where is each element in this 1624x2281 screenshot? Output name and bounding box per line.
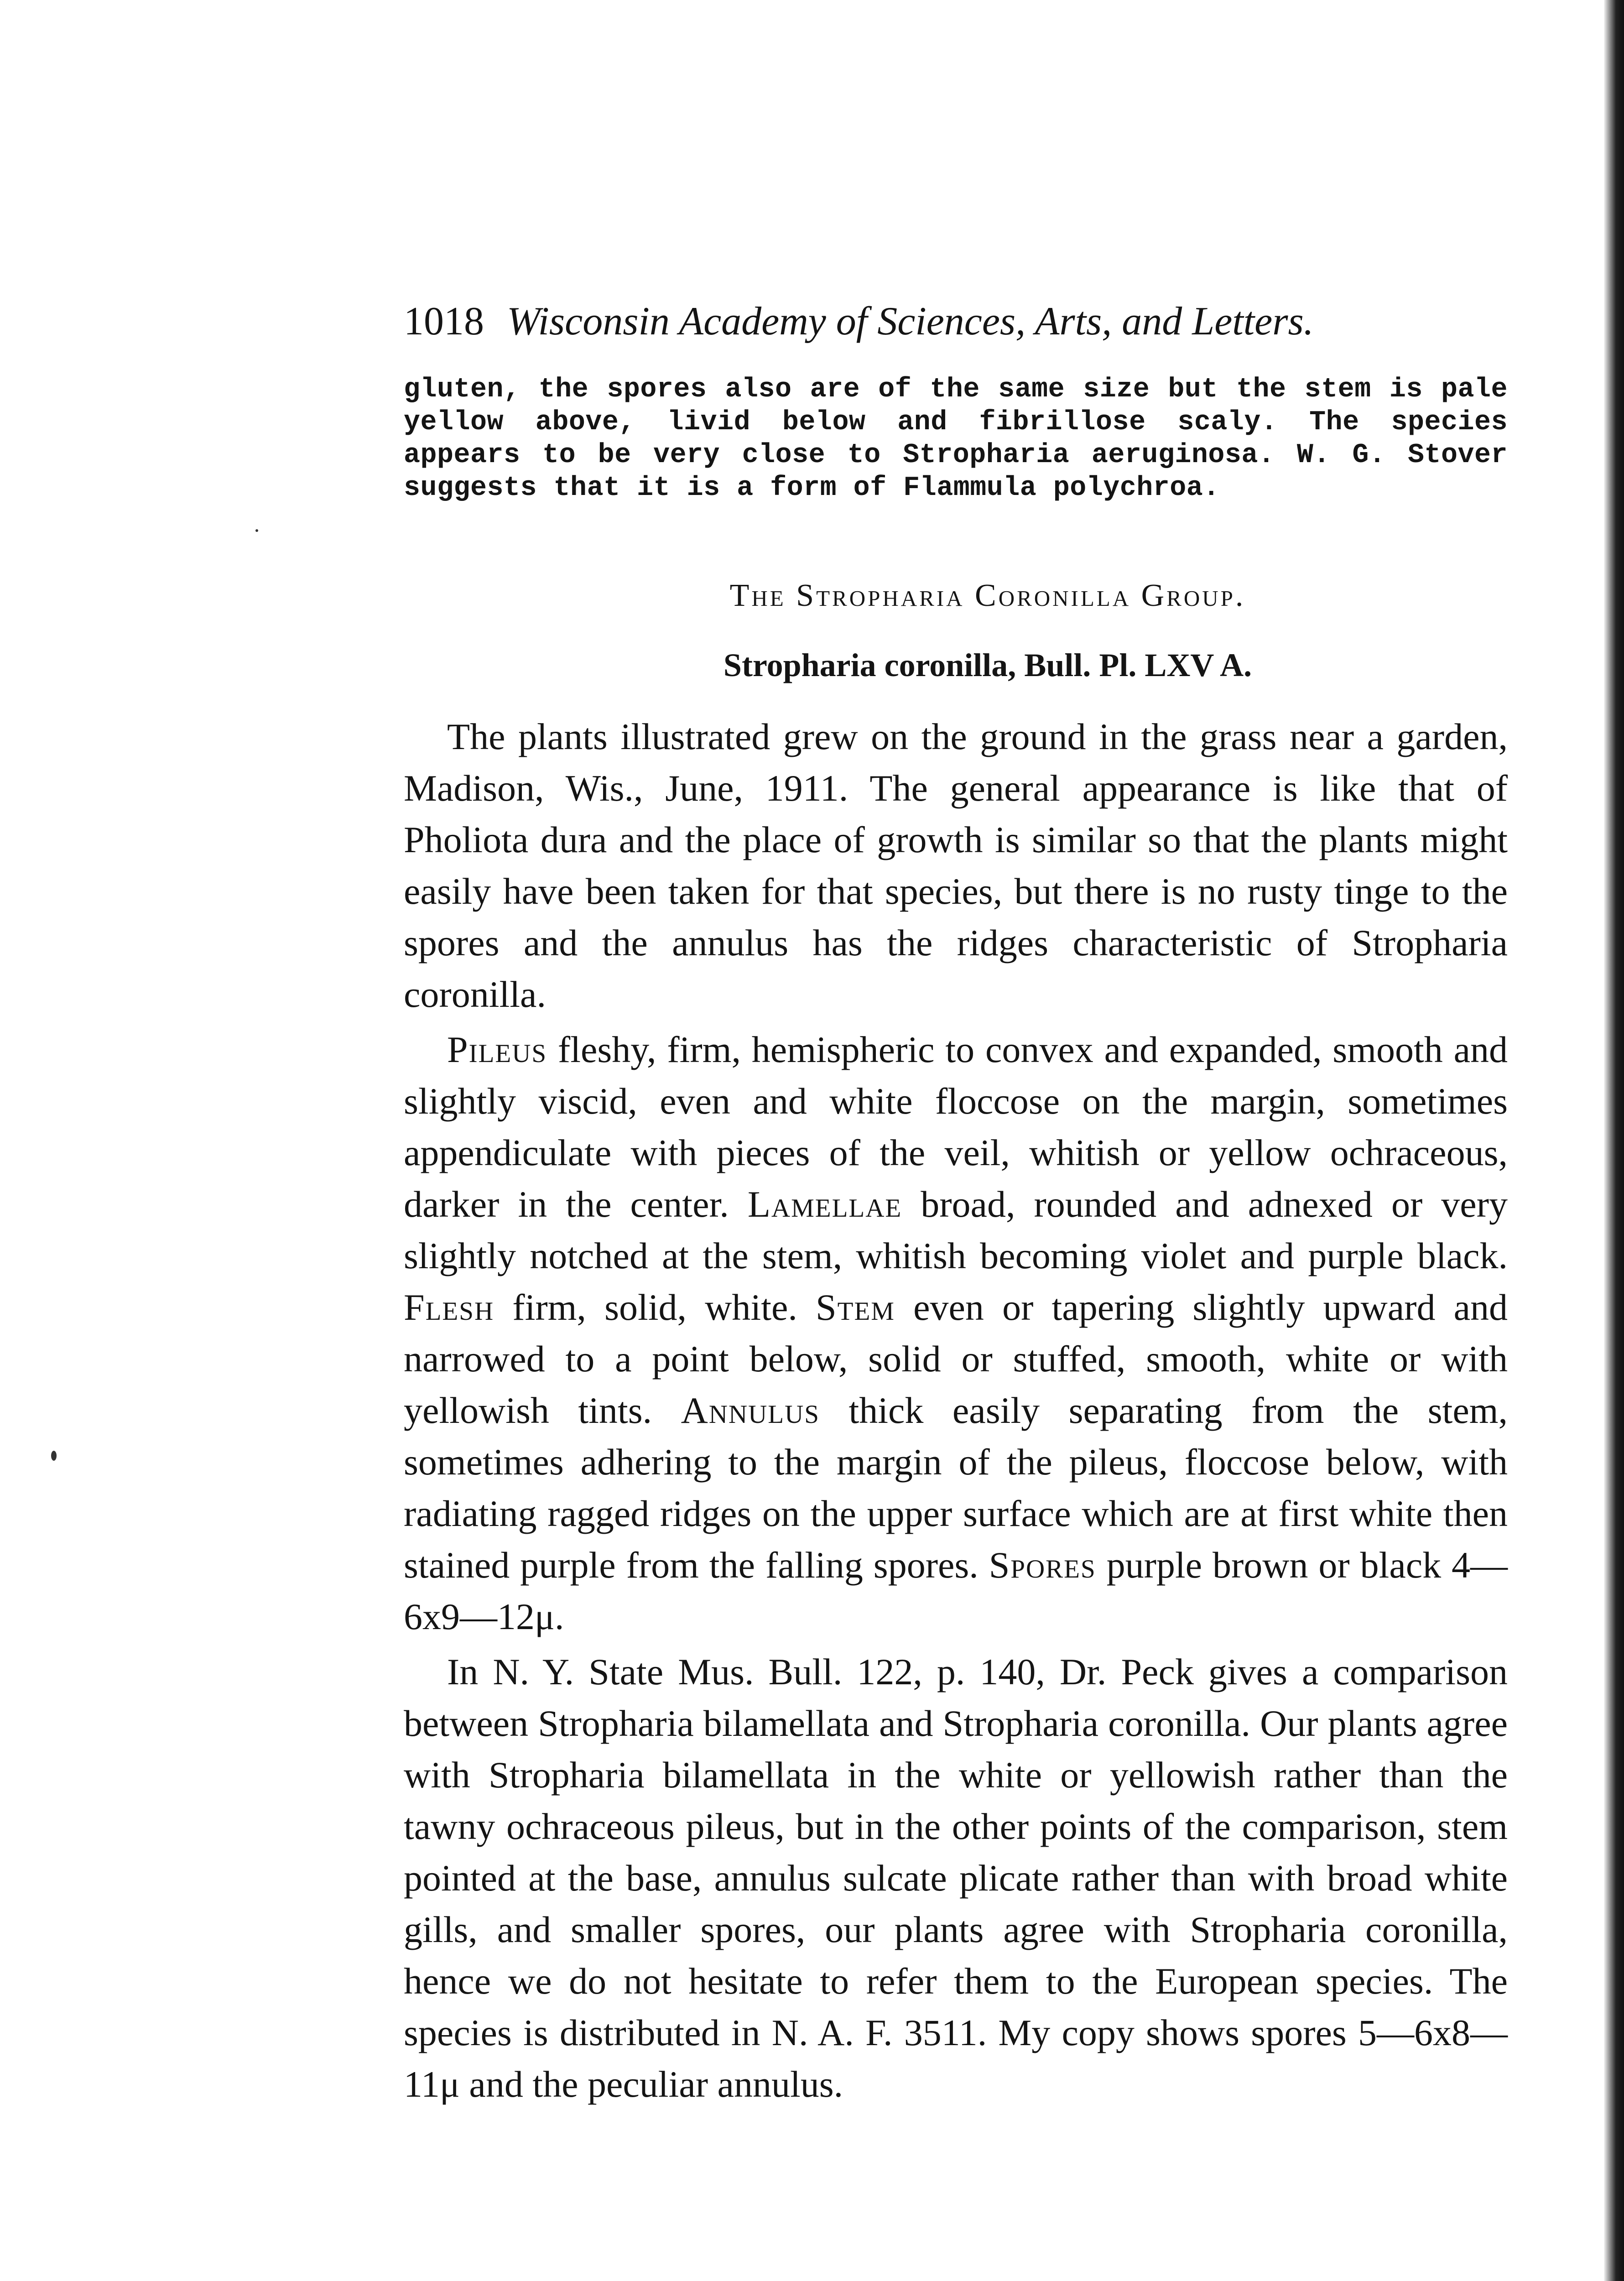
stem-text: even or tapering slightly upward and narrowed to a point below, solid or stuffed, smooth, white or with yellowish tints. [404, 1286, 1508, 1431]
running-head [404, 292, 1508, 351]
flesh-label: Flesh [404, 1286, 494, 1328]
species-heading: Stropharia coronilla, Bull. Pl. LXV A. [723, 647, 1252, 683]
lamellae-text: broad, rounded and adnexed or very slightly notched at the stem, whitish becoming violet and purple black. [404, 1183, 1508, 1276]
scan-speck [51, 1451, 57, 1461]
scan-edge-right [1604, 0, 1624, 2281]
lamellae-label: Lamellae [747, 1183, 902, 1225]
annulus-text: thick easily separating from the stem, sometimes adhering to the margin of the pileus, floccose below, with radiating ragged ridges on the upper surface which are at first white then stained purple from the falling spores. [404, 1390, 1508, 1586]
comparison-paragraph: In N. Y. State Mus. Bull. 122, p. 140, Dr. Peck gives a comparison between Stropharia bilamellata and Stropharia coronilla. Our plants agree with Stropharia bilamellata in the white or yellowish rather than the tawny ochraceous pileus, but in the other points of the comparison, stem pointed at the base, annulus sulcate plicate rather than with broad white gills, and smaller spores, our plants agree with Stropharia coronilla, hence we do not hesitate to refer them to the European species. The species is distributed in N. A. F. 3511. My copy shows spores 5—6x8—11μ and the peculiar annulus. [404, 1651, 1508, 2105]
pileus-label: Pileus [447, 1029, 547, 1070]
page-number: 1018 [404, 299, 484, 344]
page-content [404, 292, 1508, 2114]
spores-text: purple brown or black 4—6x9—12μ. [404, 1544, 1508, 1637]
flesh-text: firm, solid, white. [494, 1286, 816, 1328]
group-heading: The Stropharia Coronilla Group. [729, 578, 1246, 613]
scan-speck [255, 529, 258, 532]
body-text [404, 711, 1508, 2110]
intro-paragraph: The plants illustrated grew on the ground in the grass near a garden, Madison, Wis., June, 1911. The general appearance is like that of Pholiota dura and the place of growth is similar so that the plants might easily have been taken for that species, but there is no rusty tinge to the spores and the annulus has the ridges characteristic of Stropharia coronilla. [404, 716, 1508, 1015]
spores-label: Spores [989, 1544, 1096, 1586]
description-paragraph [404, 1024, 1508, 1642]
journal-title: Wisconsin Academy of Sciences, Arts, and Letters. [507, 299, 1314, 344]
pileus-text: fleshy, firm, hemispheric to convex and expanded, smooth and slightly viscid, even and white floccose on the margin, sometimes appendiculate with pieces of the veil, whitish or yellow ochraceous, darker in the center. [404, 1029, 1508, 1225]
carryover-paragraph: gluten, the spores also are of the same size but the stem is pale yellow above, livid below and fibrillose scaly. The species appears to be very close to Stropharia aeruginosa. W. G. Stover suggests that it is a form of Flammula polychroa. [404, 374, 1508, 504]
stem-label: Stem [816, 1286, 895, 1328]
annulus-label: Annulus [681, 1390, 820, 1431]
